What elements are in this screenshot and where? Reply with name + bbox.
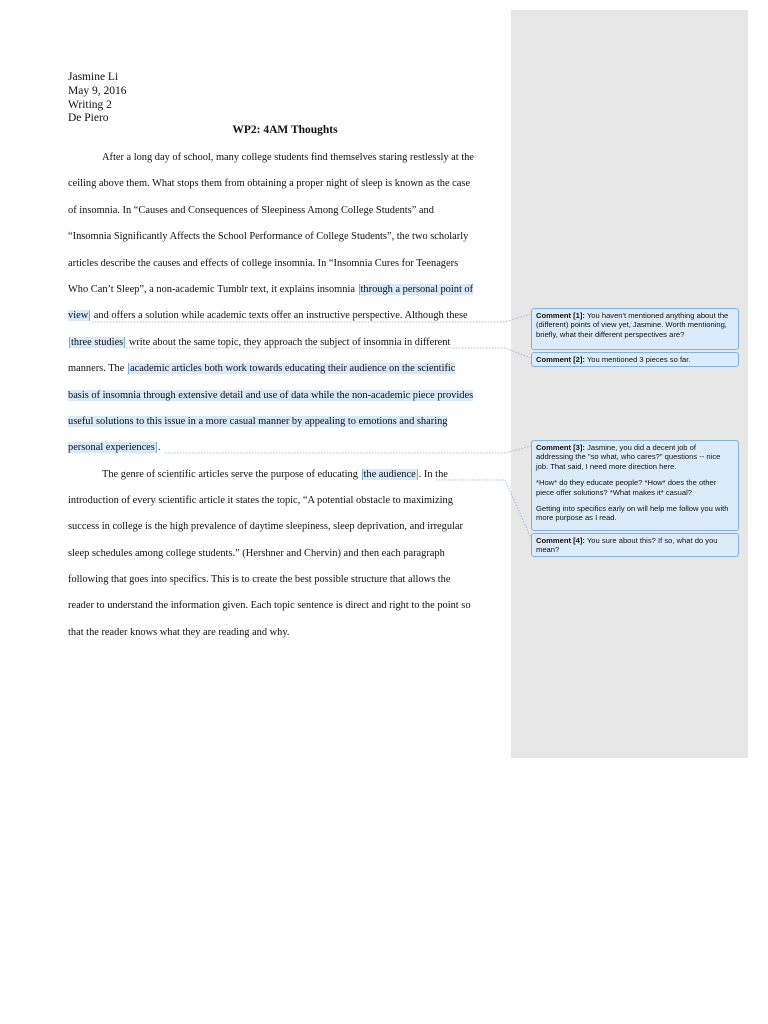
- comment-text: You mentioned 3 pieces so far.: [586, 355, 691, 364]
- comment-label: Comment [1]:: [536, 311, 585, 320]
- comment-3[interactable]: [531, 440, 739, 531]
- text-run: and offers a solution while academic texts offer an instructive perspective. Although these: [91, 310, 468, 321]
- comment-2[interactable]: [531, 352, 739, 367]
- body-line: sleep schedules among college students.” (Hershner and Chervin) and then each paragraph: [68, 548, 445, 559]
- comment-1-anchor[interactable]: through a personal point of: [360, 284, 474, 295]
- body-line: [68, 441, 160, 455]
- comment-text: You haven't mentioned anything about the (different) points of view yet, Jasmine. Worth mentioning, briefly, what their different perspectives are?: [536, 311, 729, 339]
- comment-4-anchor[interactable]: the audience: [363, 469, 416, 480]
- comment-3-anchor-cont[interactable]: basis of insomnia through extensive detail and use of data while the non-academic piece provides: [68, 390, 474, 401]
- comment-pane: [511, 10, 748, 758]
- text-run: manners. The: [68, 363, 127, 374]
- body-line: reader to understand the information given. Each topic sentence is direct and right to the point so: [68, 600, 471, 611]
- body-line: [102, 468, 448, 482]
- instructor-name: De Piero: [68, 112, 109, 124]
- body-line: introduction of every scientific article it states the topic, “A potential obstacle to maximizing: [68, 495, 453, 506]
- comment-4[interactable]: [531, 533, 739, 557]
- body-line: following that goes into specifics. This is to create the best possible structure that allows the: [68, 574, 451, 585]
- body-line: ceiling above them. What stops them from obtaining a proper night of sleep is known as the case: [68, 178, 471, 189]
- comment-3-anchor[interactable]: academic articles both work towards educating their audience on the scientific: [129, 363, 456, 374]
- comment-1[interactable]: [531, 308, 739, 350]
- body-line: articles describe the causes and effects of college insomnia. In “Insomnia Cures for Teenagers: [68, 258, 459, 269]
- body-line: [68, 336, 450, 350]
- comment-text: *How* do they educate people? *How* does the other piece offer solutions? *What makes it* casual?: [536, 478, 717, 497]
- body-line: [68, 309, 468, 323]
- body-line: [68, 362, 455, 376]
- document-date: May 9, 2016: [68, 85, 127, 97]
- comment-1-anchor-cont[interactable]: view: [68, 310, 89, 321]
- text-run: The genre of scientific articles serve the purpose of educating: [102, 469, 361, 480]
- body-line: that the reader knows what they are reading and why.: [68, 627, 290, 638]
- comment-3-anchor-cont[interactable]: personal experiences: [68, 442, 155, 453]
- comment-text: Jasmine, you did a decent job of addressing the "so what, who cares?" questions -- nice job. That said, I need more direction here.: [536, 443, 721, 471]
- body-line: [68, 283, 473, 297]
- text-run: Who Can’t Sleep”, a non-academic Tumblr text, it explains insomnia: [68, 284, 358, 295]
- body-line: [68, 389, 473, 403]
- comment-text: Getting into specifics early on will help me follow you with more purpose as I read.: [536, 504, 729, 523]
- comment-2-anchor[interactable]: three studies: [71, 337, 124, 348]
- body-line: “Insomnia Significantly Affects the School Performance of College Students”, the two scholarly: [68, 231, 469, 242]
- comment-label: Comment [2]:: [536, 355, 585, 364]
- document-title: WP2: 4AM Thoughts: [232, 124, 338, 136]
- connector-line-3: [165, 446, 531, 453]
- comment-text: You sure about this? If so, what do you mean?: [536, 536, 718, 555]
- text-run: write about the same topic, they approach the subject of insomnia in different: [126, 337, 451, 348]
- body-line: [68, 415, 447, 429]
- body-line: of insomnia. In “Causes and Consequences of Sleepiness Among College Students” and: [68, 205, 434, 216]
- course-name: Writing 2: [68, 99, 112, 111]
- comment-3-anchor-cont[interactable]: useful solutions to this issue in a more casual manner by appealing to emotions and sharing: [68, 416, 448, 427]
- comment-label: Comment [3]:: [536, 443, 585, 452]
- text-run: . In the: [418, 469, 448, 480]
- comment-label: Comment [4]:: [536, 536, 585, 545]
- body-line: After a long day of school, many college students find themselves staring restlessly at the: [102, 152, 474, 163]
- author-name: Jasmine Li: [68, 71, 119, 83]
- body-line: success in college is the high prevalence of daytime sleepiness, sleep deprivation, and irregular: [68, 521, 463, 532]
- text-run: .: [157, 442, 161, 453]
